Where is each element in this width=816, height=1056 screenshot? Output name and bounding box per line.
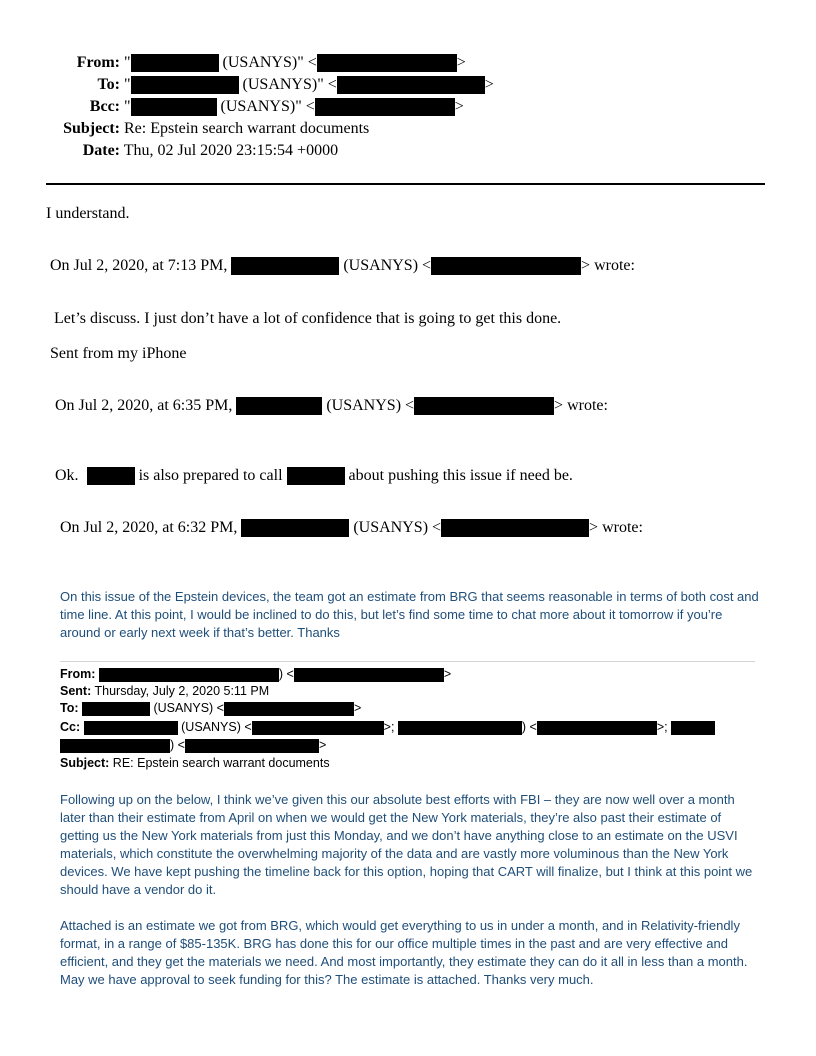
inner-subject-value: RE: Epstein search warrant documents (112, 756, 330, 770)
inner-sent-row (60, 683, 269, 700)
header-date-row (46, 141, 338, 161)
inner-cc-mid: ) < (521, 720, 537, 734)
reply-ok-a: Ok. (55, 467, 79, 484)
inner-from-mid: ) < (278, 667, 294, 681)
quote-prefix: On Jul 2, 2020, at 6:32 PM, (60, 519, 238, 536)
inner-sent-label: Sent: (60, 684, 92, 698)
quote-prefix: On Jul 2, 2020, at 6:35 PM, (55, 397, 233, 414)
reply-ok-c: about pushing this issue if need be. (348, 467, 573, 484)
subject-label: Subject: (63, 120, 120, 137)
inner-sent-value: Thursday, July 2, 2020 5:11 PM (94, 684, 270, 698)
quote-line-632 (60, 518, 643, 538)
quote-line-635 (55, 396, 608, 416)
header-to-row (46, 75, 494, 95)
to-label: To: (97, 76, 120, 93)
inner-cc-sep1: >; (383, 720, 395, 734)
redacted-recipient-email (337, 76, 485, 94)
from-quote: " (124, 54, 131, 71)
to-close: > (484, 76, 494, 93)
redacted-cc-email (537, 721, 657, 735)
inner-body-para2: Attached is an estimate we got from BRG, which would get everything to us in under a month, and in Relativity-friendly format, in a range of $85-135K. BRG has done this for our office multiple times in the past and are very effective and efficient, and they get the materials we need. And most importantly, they estimate they can do it all in less than a month. May we have approval to seek funding for this? The estimate is attached. Thanks very much. (60, 918, 748, 987)
inner-cc2-close: > (318, 738, 327, 752)
from-label: From: (76, 54, 120, 71)
redacted-sender-email (317, 54, 457, 72)
quote-org: (USANYS) < (353, 519, 442, 536)
quote-org: (USANYS) < (326, 397, 415, 414)
reply-lets-discuss: Let’s discuss. I just don’t have a lot of confidence that is going to get this done. (54, 310, 562, 327)
redacted-cc-name (60, 739, 170, 753)
bcc-org: (USANYS)" < (220, 98, 315, 115)
redacted-recipient-name (82, 702, 150, 716)
header-from-row (46, 53, 466, 73)
date-label: Date: (82, 142, 120, 159)
inner-subject-row (60, 755, 330, 772)
inner-cc2-mid: ) < (170, 738, 185, 752)
header-subject-row (46, 119, 369, 139)
redacted-cc-name (398, 721, 522, 735)
redacted-recipient-email (224, 702, 354, 716)
redacted-sender-email (294, 668, 444, 682)
inner-to-close: > (354, 701, 362, 715)
redacted-cc-name (84, 721, 178, 735)
reply-ok (55, 466, 573, 486)
redacted-cc-email (252, 721, 384, 735)
redacted-recipient-name (131, 76, 239, 94)
redacted-name (287, 467, 345, 485)
bcc-quote: " (124, 98, 131, 115)
subject-value: Re: Epstein search warrant documents (124, 120, 370, 137)
redacted-cc-email (185, 739, 319, 753)
from-close: > (456, 54, 466, 71)
redacted-bcc-email (315, 98, 455, 116)
redacted-name (241, 519, 349, 537)
bcc-close: > (454, 98, 464, 115)
quote-prefix: On Jul 2, 2020, at 7:13 PM, (50, 257, 228, 274)
to-org: (USANYS)" < (242, 76, 337, 93)
inner-from-row (60, 666, 451, 683)
quote-org: (USANYS) < (343, 257, 432, 274)
header-bcc-row (46, 97, 464, 117)
header-divider (46, 183, 765, 185)
redacted-bcc-name (131, 98, 217, 116)
inner-to-org: (USANYS) < (153, 701, 224, 715)
redacted-sender-name (99, 668, 279, 682)
bcc-label: Bcc: (89, 98, 120, 115)
signature: Sent from my iPhone (50, 345, 187, 362)
reply-ok-b: is also prepared to call (138, 467, 283, 484)
inner-from-label: From: (60, 667, 96, 681)
reply-understand: I understand. (46, 205, 130, 222)
inner-header-divider (60, 661, 755, 662)
redacted-name (87, 467, 135, 485)
inner-to-label: To: (60, 701, 79, 715)
date-value: Thu, 02 Jul 2020 23:15:54 +0000 (123, 142, 339, 159)
redacted-sender-name (131, 54, 219, 72)
quote-suffix: > wrote: (554, 397, 608, 414)
redacted-name (236, 397, 322, 415)
quote-suffix: > wrote: (589, 519, 643, 536)
inner-cc-row-cont (60, 737, 326, 754)
inner-cc-label: Cc: (60, 720, 81, 734)
redacted-name (231, 257, 339, 275)
redacted-email (414, 397, 554, 415)
redacted-email (431, 257, 581, 275)
inner-cc-org: (USANYS) < (181, 720, 252, 734)
inner-body-para1: Following up on the below, I think we’ve given this our absolute best efforts with FBI – they are now well over a month later than their estimate from April on when we would get the New York materials, they’re also past their estimate of getting us the New York materials from just this Monday, and we don’t have anything close to an estimate on the USVI materials, which constitute the overwhelming majority of the data and are vastly more voluminous than the New York devices. We have kept pushing the timeline back for this option, hoping that CART will finalize, but I think at this point we should have a vendor do it. (60, 792, 753, 897)
redacted-cc-name (671, 721, 715, 735)
reply-epstein-devices: On this issue of the Epstein devices, the team got an estimate from BRG that seems reasonable in terms of both cost and time line. At this point, I would be inclined to do this, but let’s find some time to chat more about it tomorrow if you’re around or early next week if that’s better. Thanks (60, 589, 759, 640)
inner-from-close: > (443, 667, 452, 681)
from-org: (USANYS)" < (222, 54, 317, 71)
inner-cc-sep2: >; (656, 720, 668, 734)
inner-to-row (60, 700, 361, 717)
quote-line-713 (50, 256, 635, 276)
inner-cc-row (60, 719, 715, 736)
redacted-email (441, 519, 589, 537)
inner-subject-label: Subject: (60, 756, 110, 770)
to-quote: " (124, 76, 131, 93)
quote-suffix: > wrote: (581, 257, 635, 274)
